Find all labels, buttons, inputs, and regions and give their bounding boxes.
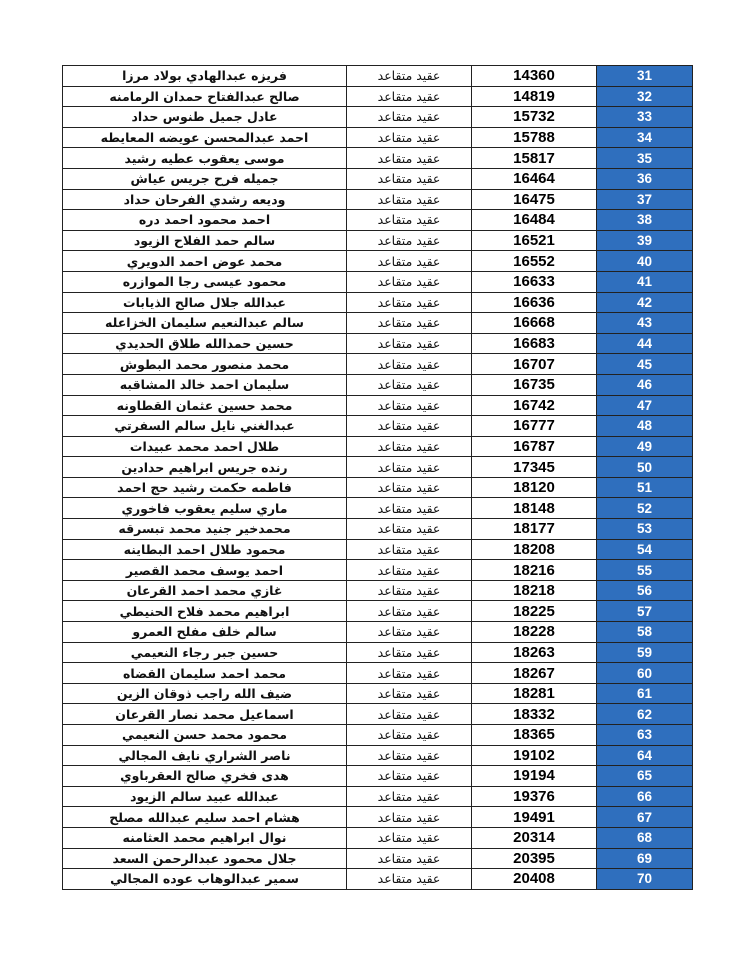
rank-cell: عقيد متقاعد — [347, 704, 472, 725]
rank-cell: عقيد متقاعد — [347, 189, 472, 210]
person-name-cell: سالم خلف مفلح العمرو — [63, 622, 347, 643]
sequence-number-cell: 50 — [597, 457, 693, 478]
table-row — [63, 704, 693, 725]
sequence-number-cell: 47 — [597, 395, 693, 416]
sequence-number-cell: 37 — [597, 189, 693, 210]
table-row — [63, 848, 693, 869]
person-name-cell: عبدالله جلال صالح الذيابات — [63, 292, 347, 313]
rank-cell: عقيد متقاعد — [347, 766, 472, 787]
person-name-cell: فاطمه حكمت رشيد حج احمد — [63, 477, 347, 498]
table-row — [63, 374, 693, 395]
sequence-number-cell: 60 — [597, 663, 693, 684]
sequence-number-cell: 56 — [597, 580, 693, 601]
service-number-cell: 16464 — [472, 168, 597, 189]
table-row — [63, 745, 693, 766]
service-number-cell: 20395 — [472, 848, 597, 869]
sequence-number-cell: 38 — [597, 210, 693, 231]
service-number-cell: 18281 — [472, 683, 597, 704]
table-row — [63, 539, 693, 560]
person-name-cell: سليمان احمد خالد المشاقبه — [63, 374, 347, 395]
service-number-cell: 16707 — [472, 354, 597, 375]
rank-cell: عقيد متقاعد — [347, 127, 472, 148]
rank-cell: عقيد متقاعد — [347, 601, 472, 622]
sequence-number-cell: 49 — [597, 436, 693, 457]
person-name-cell: موسى يعقوب عطيه رشيد — [63, 148, 347, 169]
person-name-cell: سالم عبدالنعيم سليمان الخزاعله — [63, 313, 347, 334]
service-number-cell: 16475 — [472, 189, 597, 210]
sequence-number-cell: 44 — [597, 333, 693, 354]
sequence-number-cell: 58 — [597, 622, 693, 643]
service-number-cell: 19491 — [472, 807, 597, 828]
person-name-cell: هشام احمد سليم عبدالله مصلح — [63, 807, 347, 828]
retirees-list-page — [62, 65, 688, 890]
service-number-cell: 18263 — [472, 642, 597, 663]
table-row — [63, 271, 693, 292]
rank-cell: عقيد متقاعد — [347, 148, 472, 169]
rank-cell: عقيد متقاعد — [347, 251, 472, 272]
person-name-cell: احمد عبدالمحسن عويضه المعايطه — [63, 127, 347, 148]
person-name-cell: ابراهيم محمد فلاح الحنيطي — [63, 601, 347, 622]
rank-cell: عقيد متقاعد — [347, 642, 472, 663]
rank-cell: عقيد متقاعد — [347, 869, 472, 890]
table-row — [63, 786, 693, 807]
person-name-cell: ماري سليم يعقوب فاخوري — [63, 498, 347, 519]
retirees-table — [62, 65, 693, 890]
person-name-cell: محمد عوض احمد الدويري — [63, 251, 347, 272]
rank-cell: عقيد متقاعد — [347, 354, 472, 375]
person-name-cell: نوال ابراهيم محمد العثامنه — [63, 827, 347, 848]
table-row — [63, 601, 693, 622]
table-row — [63, 642, 693, 663]
service-number-cell: 18365 — [472, 725, 597, 746]
rank-cell: عقيد متقاعد — [347, 457, 472, 478]
rank-cell: عقيد متقاعد — [347, 66, 472, 87]
rank-cell: عقيد متقاعد — [347, 745, 472, 766]
service-number-cell: 14360 — [472, 66, 597, 87]
service-number-cell: 16633 — [472, 271, 597, 292]
person-name-cell: محمد منصور محمد البطوش — [63, 354, 347, 375]
rank-cell: عقيد متقاعد — [347, 333, 472, 354]
service-number-cell: 18148 — [472, 498, 597, 519]
service-number-cell: 18225 — [472, 601, 597, 622]
table-row — [63, 416, 693, 437]
table-row — [63, 251, 693, 272]
table-row — [63, 683, 693, 704]
person-name-cell: ناصر الشراري نايف المجالي — [63, 745, 347, 766]
table-row — [63, 622, 693, 643]
retirees-table-body — [63, 66, 693, 890]
person-name-cell: احمد يوسف محمد القصير — [63, 560, 347, 581]
sequence-number-cell: 31 — [597, 66, 693, 87]
service-number-cell: 16484 — [472, 210, 597, 231]
service-number-cell: 18216 — [472, 560, 597, 581]
service-number-cell: 19376 — [472, 786, 597, 807]
rank-cell: عقيد متقاعد — [347, 580, 472, 601]
sequence-number-cell: 48 — [597, 416, 693, 437]
rank-cell: عقيد متقاعد — [347, 86, 472, 107]
rank-cell: عقيد متقاعد — [347, 498, 472, 519]
service-number-cell: 15732 — [472, 107, 597, 128]
sequence-number-cell: 66 — [597, 786, 693, 807]
rank-cell: عقيد متقاعد — [347, 560, 472, 581]
table-row — [63, 436, 693, 457]
sequence-number-cell: 45 — [597, 354, 693, 375]
person-name-cell: سالم حمد الفلاح الزيود — [63, 230, 347, 251]
rank-cell: عقيد متقاعد — [347, 271, 472, 292]
table-row — [63, 395, 693, 416]
sequence-number-cell: 65 — [597, 766, 693, 787]
sequence-number-cell: 61 — [597, 683, 693, 704]
service-number-cell: 19102 — [472, 745, 597, 766]
person-name-cell: محمدخير جنيد محمد تبسرقه — [63, 519, 347, 540]
person-name-cell: اسماعيل محمد نصار القرعان — [63, 704, 347, 725]
person-name-cell: فريزه عبدالهادي بولاد مرزا — [63, 66, 347, 87]
sequence-number-cell: 43 — [597, 313, 693, 334]
service-number-cell: 18228 — [472, 622, 597, 643]
table-row — [63, 477, 693, 498]
person-name-cell: محمد احمد سليمان القضاه — [63, 663, 347, 684]
sequence-number-cell: 40 — [597, 251, 693, 272]
person-name-cell: وديعه رشدي الفرحان حداد — [63, 189, 347, 210]
service-number-cell: 18218 — [472, 580, 597, 601]
table-row — [63, 127, 693, 148]
rank-cell: عقيد متقاعد — [347, 683, 472, 704]
person-name-cell: طلال احمد محمد عبيدات — [63, 436, 347, 457]
service-number-cell: 18177 — [472, 519, 597, 540]
rank-cell: عقيد متقاعد — [347, 436, 472, 457]
sequence-number-cell: 70 — [597, 869, 693, 890]
sequence-number-cell: 35 — [597, 148, 693, 169]
rank-cell: عقيد متقاعد — [347, 395, 472, 416]
table-row — [63, 457, 693, 478]
service-number-cell: 18267 — [472, 663, 597, 684]
person-name-cell: عبدالغني نايل سالم السفرتي — [63, 416, 347, 437]
service-number-cell: 19194 — [472, 766, 597, 787]
person-name-cell: صالح عبدالفتاح حمدان الرمامنه — [63, 86, 347, 107]
person-name-cell: رنده جريس ابراهيم حدادين — [63, 457, 347, 478]
table-row — [63, 230, 693, 251]
service-number-cell: 16735 — [472, 374, 597, 395]
sequence-number-cell: 62 — [597, 704, 693, 725]
rank-cell: عقيد متقاعد — [347, 786, 472, 807]
rank-cell: عقيد متقاعد — [347, 168, 472, 189]
person-name-cell: جميله فرح جريس عياش — [63, 168, 347, 189]
rank-cell: عقيد متقاعد — [347, 622, 472, 643]
sequence-number-cell: 41 — [597, 271, 693, 292]
service-number-cell: 16552 — [472, 251, 597, 272]
rank-cell: عقيد متقاعد — [347, 210, 472, 231]
service-number-cell: 18332 — [472, 704, 597, 725]
person-name-cell: حسين حمدالله طلاق الحديدي — [63, 333, 347, 354]
service-number-cell: 16521 — [472, 230, 597, 251]
service-number-cell: 14819 — [472, 86, 597, 107]
table-row — [63, 519, 693, 540]
person-name-cell: حسين جبر رجاء النعيمي — [63, 642, 347, 663]
sequence-number-cell: 59 — [597, 642, 693, 663]
rank-cell: عقيد متقاعد — [347, 519, 472, 540]
rank-cell: عقيد متقاعد — [347, 292, 472, 313]
rank-cell: عقيد متقاعد — [347, 725, 472, 746]
sequence-number-cell: 69 — [597, 848, 693, 869]
table-row — [63, 168, 693, 189]
sequence-number-cell: 32 — [597, 86, 693, 107]
table-row — [63, 333, 693, 354]
table-row — [63, 498, 693, 519]
service-number-cell: 16777 — [472, 416, 597, 437]
table-row — [63, 210, 693, 231]
rank-cell: عقيد متقاعد — [347, 477, 472, 498]
rank-cell: عقيد متقاعد — [347, 374, 472, 395]
sequence-number-cell: 54 — [597, 539, 693, 560]
table-row — [63, 313, 693, 334]
table-row — [63, 189, 693, 210]
person-name-cell: ضيف الله راجب ذوقان الزين — [63, 683, 347, 704]
person-name-cell: محمود محمد حسن النعيمي — [63, 725, 347, 746]
service-number-cell: 20314 — [472, 827, 597, 848]
sequence-number-cell: 52 — [597, 498, 693, 519]
table-row — [63, 827, 693, 848]
rank-cell: عقيد متقاعد — [347, 107, 472, 128]
table-row — [63, 107, 693, 128]
person-name-cell: احمد محمود احمد دره — [63, 210, 347, 231]
person-name-cell: هدى فخري صالح العقرباوي — [63, 766, 347, 787]
rank-cell: عقيد متقاعد — [347, 848, 472, 869]
service-number-cell: 16636 — [472, 292, 597, 313]
sequence-number-cell: 46 — [597, 374, 693, 395]
person-name-cell: عادل جميل طنوس حداد — [63, 107, 347, 128]
sequence-number-cell: 42 — [597, 292, 693, 313]
person-name-cell: سمير عبدالوهاب عوده المجالي — [63, 869, 347, 890]
sequence-number-cell: 55 — [597, 560, 693, 581]
table-row — [63, 580, 693, 601]
person-name-cell: غازي محمد احمد القرعان — [63, 580, 347, 601]
service-number-cell: 16683 — [472, 333, 597, 354]
sequence-number-cell: 64 — [597, 745, 693, 766]
table-row — [63, 725, 693, 746]
service-number-cell: 18120 — [472, 477, 597, 498]
table-row — [63, 807, 693, 828]
rank-cell: عقيد متقاعد — [347, 230, 472, 251]
person-name-cell: محمود عيسى رجا الموازره — [63, 271, 347, 292]
table-row — [63, 66, 693, 87]
sequence-number-cell: 36 — [597, 168, 693, 189]
service-number-cell: 15817 — [472, 148, 597, 169]
sequence-number-cell: 53 — [597, 519, 693, 540]
person-name-cell: جلال محمود عبدالرحمن السعد — [63, 848, 347, 869]
table-row — [63, 869, 693, 890]
service-number-cell: 16668 — [472, 313, 597, 334]
table-row — [63, 148, 693, 169]
table-row — [63, 560, 693, 581]
service-number-cell: 17345 — [472, 457, 597, 478]
rank-cell: عقيد متقاعد — [347, 827, 472, 848]
sequence-number-cell: 67 — [597, 807, 693, 828]
sequence-number-cell: 33 — [597, 107, 693, 128]
sequence-number-cell: 63 — [597, 725, 693, 746]
sequence-number-cell: 51 — [597, 477, 693, 498]
sequence-number-cell: 34 — [597, 127, 693, 148]
rank-cell: عقيد متقاعد — [347, 807, 472, 828]
table-row — [63, 292, 693, 313]
person-name-cell: محمود طلال احمد البطاينه — [63, 539, 347, 560]
service-number-cell: 18208 — [472, 539, 597, 560]
sequence-number-cell: 68 — [597, 827, 693, 848]
table-row — [63, 766, 693, 787]
person-name-cell: محمد حسين عثمان القطاونه — [63, 395, 347, 416]
table-row — [63, 354, 693, 375]
person-name-cell: عبدالله عبيد سالم الزيود — [63, 786, 347, 807]
rank-cell: عقيد متقاعد — [347, 663, 472, 684]
rank-cell: عقيد متقاعد — [347, 539, 472, 560]
service-number-cell: 16787 — [472, 436, 597, 457]
service-number-cell: 20408 — [472, 869, 597, 890]
service-number-cell: 16742 — [472, 395, 597, 416]
rank-cell: عقيد متقاعد — [347, 416, 472, 437]
sequence-number-cell: 57 — [597, 601, 693, 622]
service-number-cell: 15788 — [472, 127, 597, 148]
rank-cell: عقيد متقاعد — [347, 313, 472, 334]
table-row — [63, 86, 693, 107]
table-row — [63, 663, 693, 684]
sequence-number-cell: 39 — [597, 230, 693, 251]
